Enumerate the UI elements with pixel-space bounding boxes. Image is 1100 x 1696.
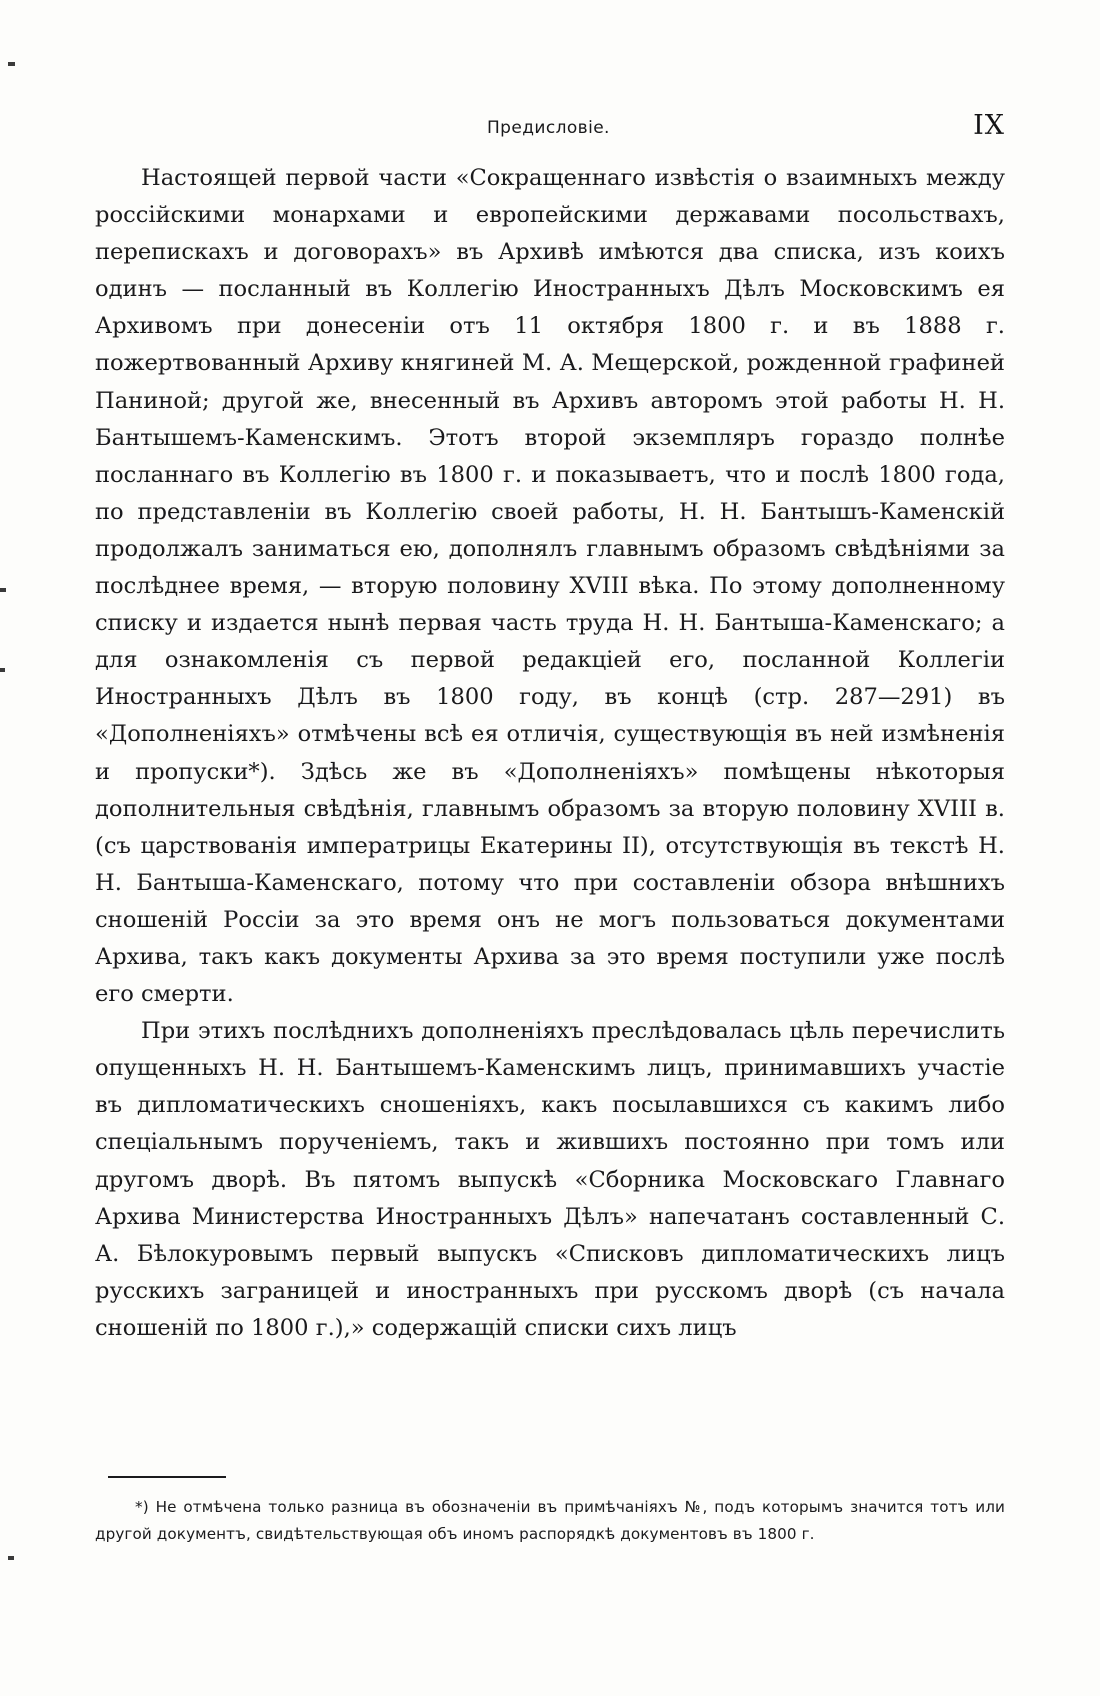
footnote-text: *) Не отмѣчена только разница въ обозначеніи въ примѣчаніяхъ №, подъ которымъ значится тотъ или другой документъ, свидѣтельствующая объ иномъ распорядкѣ документовъ въ 1800 г.: [95, 1498, 1005, 1543]
page-edge-mark: [8, 62, 15, 66]
running-header: [95, 110, 1005, 150]
body-text: [95, 160, 1005, 1347]
page-edge-mark: [0, 588, 6, 592]
page-edge-mark: [8, 1556, 14, 1560]
page-content: [95, 110, 1005, 1347]
page-number: IX: [973, 110, 1005, 141]
page-edge-mark: [0, 668, 5, 672]
footnote-separator: [108, 1476, 226, 1478]
paragraph: При этихъ послѣднихъ дополненіяхъ преслѣдовалась цѣль перечислить опущенныхъ Н. Н. Бантышемъ-Каменскимъ лицъ, принимавшихъ участіе въ дипломатическихъ сношеніяхъ, какъ посылавшихся съ какимъ либо спеціальнымъ порученіемъ, такъ и жившихъ постоянно при томъ или другомъ дворѣ. Въ пятомъ выпускѣ «Сборника Московскаго Главнаго Архива Министерства Иностранныхъ Дѣлъ» напечатанъ составленный С. А. Бѣлокуровымъ первый выпускъ «Списковъ дипломатическихъ лицъ русскихъ заграницей и иностранныхъ при русскомъ дворѣ (съ начала сношеній по 1800 г.),» содержащій списки сихъ лицъ: [95, 1018, 1005, 1341]
paragraph: Настоящей первой части «Сокращеннаго извѣстія о взаимныхъ между россійскими монархами и европейскими державами посольствахъ, перепискахъ и договорахъ» въ Архивѣ имѣются два списка, изъ коихъ одинъ — посланный въ Коллегію Иностранныхъ Дѣлъ Московскимъ ея Архивомъ при донесеніи отъ 11 октября 1800 г. и въ 1888 г. пожертвованный Архиву княгиней М. А. Мещерской, рожденной графиней Паниной; другой же, внесенный въ Архивъ авторомъ этой работы Н. Н. Бантышемъ-Каменскимъ. Этотъ второй экземпляръ гораздо полнѣе посланнаго въ Коллегію въ 1800 г. и показываетъ, что и послѣ 1800 года, по представленіи въ Коллегію своей работы, Н. Н. Бантышъ-Каменскій продолжалъ заниматься ею, дополнялъ главнымъ образомъ свѣдѣніями за послѣднее время, — вторую половину XVIII вѣка. По этому дополненному списку и издается нынѣ первая часть труда Н. Н. Бантыша-Каменскаго; а для ознакомленія съ первой редакціей его, посланной Коллегіи Иностранныхъ Дѣлъ въ 1800 году, въ концѣ (стр. 287—291) въ «Дополненіяхъ» отмѣчены всѣ ея отличія, существующія въ ней измѣненія и пропуски*). Здѣсь же въ «Дополненіяхъ» помѣщены нѣкоторыя дополнительныя свѣдѣнія, главнымъ образомъ за вторую половину XVIII в. (съ царствованія императрицы Екатерины II), отсутствующія въ текстѣ Н. Н. Бантыша-Каменскаго, потому что при составленіи обзора внѣшнихъ сношеній Россіи за это время онъ не могъ пользоваться документами Архива, такъ какъ документы Архива за это время поступили уже послѣ его смерти.: [95, 165, 1005, 1008]
footnote-area: [95, 1494, 1005, 1548]
running-head-title: Предисловіе.: [487, 118, 610, 138]
